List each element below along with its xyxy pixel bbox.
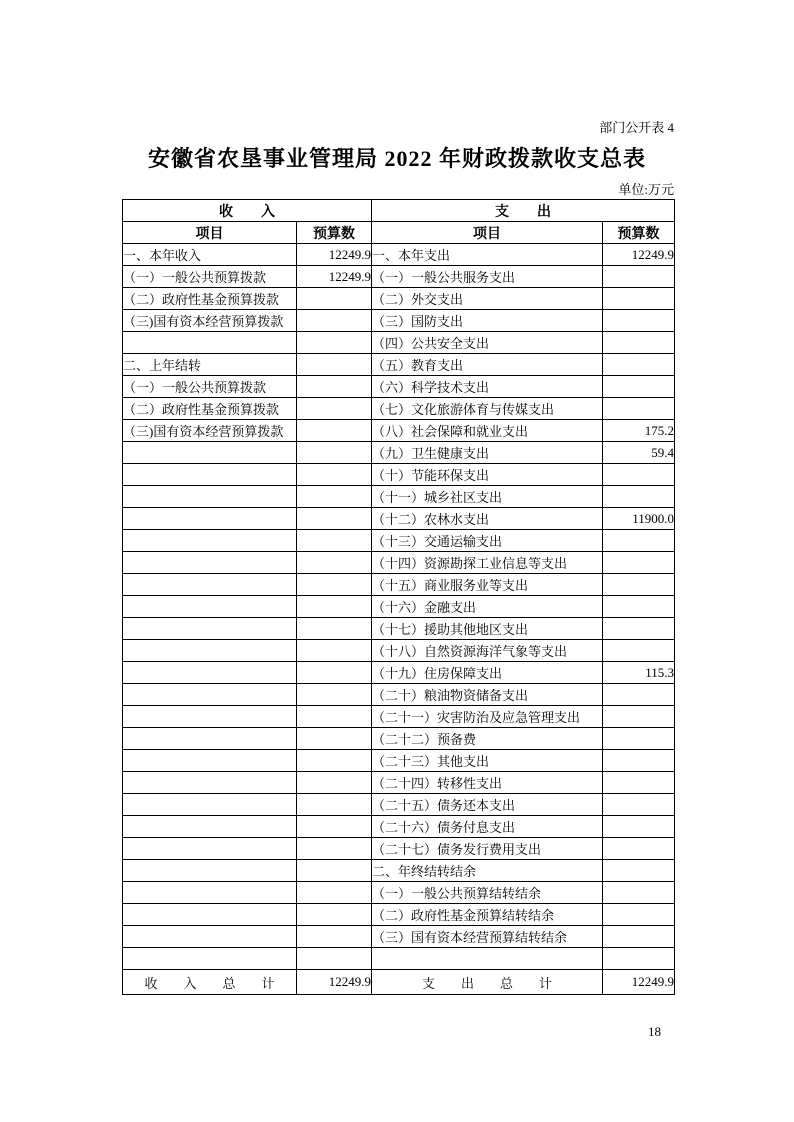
column-header-row	[123, 222, 675, 244]
table-row	[123, 816, 675, 838]
expense-value-cell	[603, 640, 675, 662]
income-value-cell	[297, 618, 372, 640]
income-item-cell: （一）一般公共预算拨款	[123, 266, 297, 288]
income-value-cell	[297, 464, 372, 486]
expense-item-cell: （十五）商业服务业等支出	[372, 574, 603, 596]
table-row	[123, 310, 675, 332]
table-body	[123, 244, 675, 970]
expense-value-cell	[603, 574, 675, 596]
income-item-cell	[123, 508, 297, 530]
table-row	[123, 442, 675, 464]
table-row	[123, 486, 675, 508]
income-value-cell	[297, 596, 372, 618]
expense-value-cell: 59.4	[603, 442, 675, 464]
income-value-cell	[297, 772, 372, 794]
expense-total-label: 支 出 总 计	[372, 970, 603, 995]
table-row	[123, 904, 675, 926]
income-value-cell	[297, 486, 372, 508]
expense-value-cell	[603, 728, 675, 750]
income-value-cell	[297, 948, 372, 970]
table-row	[123, 574, 675, 596]
expense-value-cell: 115.3	[603, 662, 675, 684]
income-item-cell	[123, 772, 297, 794]
table-row	[123, 420, 675, 442]
expense-value-cell	[603, 486, 675, 508]
income-item-header: 项目	[123, 222, 297, 244]
income-value-cell	[297, 332, 372, 354]
expense-item-cell: （二十六）债务付息支出	[372, 816, 603, 838]
table-row	[123, 882, 675, 904]
expense-item-cell	[372, 948, 603, 970]
income-value-cell: 12249.9	[297, 266, 372, 288]
expense-item-cell: 一、本年支出	[372, 244, 603, 266]
income-item-cell	[123, 464, 297, 486]
table-row	[123, 750, 675, 772]
income-value-cell	[297, 706, 372, 728]
expense-item-cell: （二十二）预备费	[372, 728, 603, 750]
income-item-cell: 二、上年结转	[123, 354, 297, 376]
income-value-cell	[297, 420, 372, 442]
table-row	[123, 662, 675, 684]
expense-value-cell: 11900.0	[603, 508, 675, 530]
income-item-cell	[123, 596, 297, 618]
expense-value-cell	[603, 332, 675, 354]
income-item-cell	[123, 904, 297, 926]
income-value-cell	[297, 398, 372, 420]
table-row	[123, 508, 675, 530]
expense-value-cell	[603, 266, 675, 288]
expense-value-cell	[603, 882, 675, 904]
income-item-cell: （三)国有资本经营预算拨款	[123, 310, 297, 332]
income-item-cell	[123, 948, 297, 970]
unit-label: 单位:万元	[618, 182, 674, 197]
income-item-cell	[123, 882, 297, 904]
expense-value-cell	[603, 618, 675, 640]
expense-value-cell	[603, 596, 675, 618]
expense-item-cell: （十）节能环保支出	[372, 464, 603, 486]
income-value-cell	[297, 442, 372, 464]
income-item-cell	[123, 860, 297, 882]
income-value-cell	[297, 838, 372, 860]
expense-item-cell: （六）科学技术支出	[372, 376, 603, 398]
income-value-cell	[297, 574, 372, 596]
expense-value-cell	[603, 926, 675, 948]
income-value-cell	[297, 376, 372, 398]
income-total-value: 12249.9	[297, 970, 372, 995]
income-value-cell	[297, 530, 372, 552]
expense-value-cell	[603, 376, 675, 398]
table-row	[123, 288, 675, 310]
expense-value-cell	[603, 354, 675, 376]
income-item-cell	[123, 794, 297, 816]
income-value-cell	[297, 552, 372, 574]
table-row	[123, 332, 675, 354]
expense-value-cell	[603, 750, 675, 772]
income-value-cell: 12249.9	[297, 244, 372, 266]
table-row	[123, 728, 675, 750]
expense-item-cell: （九）卫生健康支出	[372, 442, 603, 464]
income-value-cell	[297, 816, 372, 838]
expense-item-header: 项目	[372, 222, 603, 244]
table-row	[123, 640, 675, 662]
income-value-cell	[297, 926, 372, 948]
income-item-cell	[123, 640, 297, 662]
income-item-cell	[123, 750, 297, 772]
income-item-cell: （一）一般公共预算拨款	[123, 376, 297, 398]
income-item-cell	[123, 662, 297, 684]
income-item-cell	[123, 684, 297, 706]
expense-value-cell	[603, 288, 675, 310]
total-row	[123, 970, 675, 995]
expense-item-cell: （二）外交支出	[372, 288, 603, 310]
table-row	[123, 838, 675, 860]
expense-value-cell	[603, 310, 675, 332]
expense-item-cell: （五）教育支出	[372, 354, 603, 376]
income-item-cell	[123, 574, 297, 596]
table-row	[123, 354, 675, 376]
table-row	[123, 948, 675, 970]
expense-value-cell	[603, 772, 675, 794]
table-row	[123, 244, 675, 266]
corner-label: 部门公开表 4	[599, 120, 674, 135]
expense-item-cell: （三）国防支出	[372, 310, 603, 332]
expense-item-cell: （一）一般公共服务支出	[372, 266, 603, 288]
income-item-cell	[123, 926, 297, 948]
table-row	[123, 464, 675, 486]
expense-item-cell: （十六）金融支出	[372, 596, 603, 618]
table-row	[123, 376, 675, 398]
expense-item-cell: （十三）交通运输支出	[372, 530, 603, 552]
income-value-cell	[297, 310, 372, 332]
expense-item-cell: （十九）住房保障支出	[372, 662, 603, 684]
income-value-cell	[297, 354, 372, 376]
income-item-cell: （三)国有资本经营预算拨款	[123, 420, 297, 442]
page-number: 18	[648, 1024, 661, 1039]
expense-value-cell	[603, 816, 675, 838]
expense-item-cell: （十八）自然资源海洋气象等支出	[372, 640, 603, 662]
expense-item-cell: 二、年终结转结余	[372, 860, 603, 882]
income-value-cell	[297, 882, 372, 904]
expense-item-cell: （二十五）债务还本支出	[372, 794, 603, 816]
expense-value-cell	[603, 530, 675, 552]
expense-value-cell	[603, 552, 675, 574]
income-item-cell	[123, 486, 297, 508]
income-value-cell	[297, 794, 372, 816]
income-item-cell	[123, 552, 297, 574]
income-value-cell	[297, 904, 372, 926]
income-item-cell: 一、本年收入	[123, 244, 297, 266]
income-item-cell	[123, 618, 297, 640]
expense-section-header: 支 出	[372, 200, 675, 222]
expense-value-cell	[603, 860, 675, 882]
income-total-label: 收 入 总 计	[123, 970, 297, 995]
expense-value-cell	[603, 838, 675, 860]
expense-value-cell	[603, 948, 675, 970]
table-row	[123, 530, 675, 552]
expense-item-cell: （二）政府性基金预算结转结余	[372, 904, 603, 926]
expense-item-cell: （十二）农林水支出	[372, 508, 603, 530]
expense-item-cell: （二十）粮油物资储备支出	[372, 684, 603, 706]
expense-item-cell: （四）公共安全支出	[372, 332, 603, 354]
income-value-cell	[297, 508, 372, 530]
budget-table	[122, 199, 675, 995]
expense-budget-header: 预算数	[603, 222, 675, 244]
income-value-cell	[297, 288, 372, 310]
income-item-cell	[123, 728, 297, 750]
table-row	[123, 618, 675, 640]
page-title: 安徽省农垦事业管理局 2022 年财政拨款收支总表	[147, 146, 646, 171]
income-budget-header: 预算数	[297, 222, 372, 244]
table-row	[123, 926, 675, 948]
expense-item-cell: （三）国有资本经营预算结转结余	[372, 926, 603, 948]
income-item-cell	[123, 816, 297, 838]
income-value-cell	[297, 750, 372, 772]
expense-value-cell	[603, 464, 675, 486]
income-value-cell	[297, 728, 372, 750]
income-item-cell: （二）政府性基金预算拨款	[123, 288, 297, 310]
expense-item-cell: （七）文化旅游体育与传媒支出	[372, 398, 603, 420]
table-row	[123, 684, 675, 706]
section-header-row	[123, 200, 675, 222]
income-section-header: 收 入	[123, 200, 372, 222]
expense-item-cell: （十一）城乡社区支出	[372, 486, 603, 508]
income-item-cell	[123, 706, 297, 728]
table-row	[123, 860, 675, 882]
expense-total-value: 12249.9	[603, 970, 675, 995]
income-value-cell	[297, 662, 372, 684]
table-row	[123, 552, 675, 574]
expense-item-cell: （八）社会保障和就业支出	[372, 420, 603, 442]
expense-item-cell: （二十四）转移性支出	[372, 772, 603, 794]
table-row	[123, 398, 675, 420]
expense-item-cell: （二十七）债务发行费用支出	[372, 838, 603, 860]
expense-value-cell: 175.2	[603, 420, 675, 442]
income-item-cell	[123, 442, 297, 464]
income-item-cell	[123, 530, 297, 552]
expense-item-cell: （一）一般公共预算结转结余	[372, 882, 603, 904]
expense-value-cell: 12249.9	[603, 244, 675, 266]
table-row	[123, 706, 675, 728]
expense-value-cell	[603, 706, 675, 728]
expense-item-cell: （十七）援助其他地区支出	[372, 618, 603, 640]
income-item-cell: （二）政府性基金预算拨款	[123, 398, 297, 420]
expense-value-cell	[603, 904, 675, 926]
expense-value-cell	[603, 794, 675, 816]
table-row	[123, 794, 675, 816]
expense-item-cell: （二十三）其他支出	[372, 750, 603, 772]
table-row	[123, 266, 675, 288]
expense-value-cell	[603, 684, 675, 706]
income-item-cell	[123, 332, 297, 354]
income-value-cell	[297, 684, 372, 706]
expense-item-cell: （二十一）灾害防治及应急管理支出	[372, 706, 603, 728]
income-value-cell	[297, 860, 372, 882]
expense-item-cell: （十四）资源勘探工业信息等支出	[372, 552, 603, 574]
income-value-cell	[297, 640, 372, 662]
expense-value-cell	[603, 398, 675, 420]
table-row	[123, 772, 675, 794]
table-row	[123, 596, 675, 618]
income-item-cell	[123, 838, 297, 860]
